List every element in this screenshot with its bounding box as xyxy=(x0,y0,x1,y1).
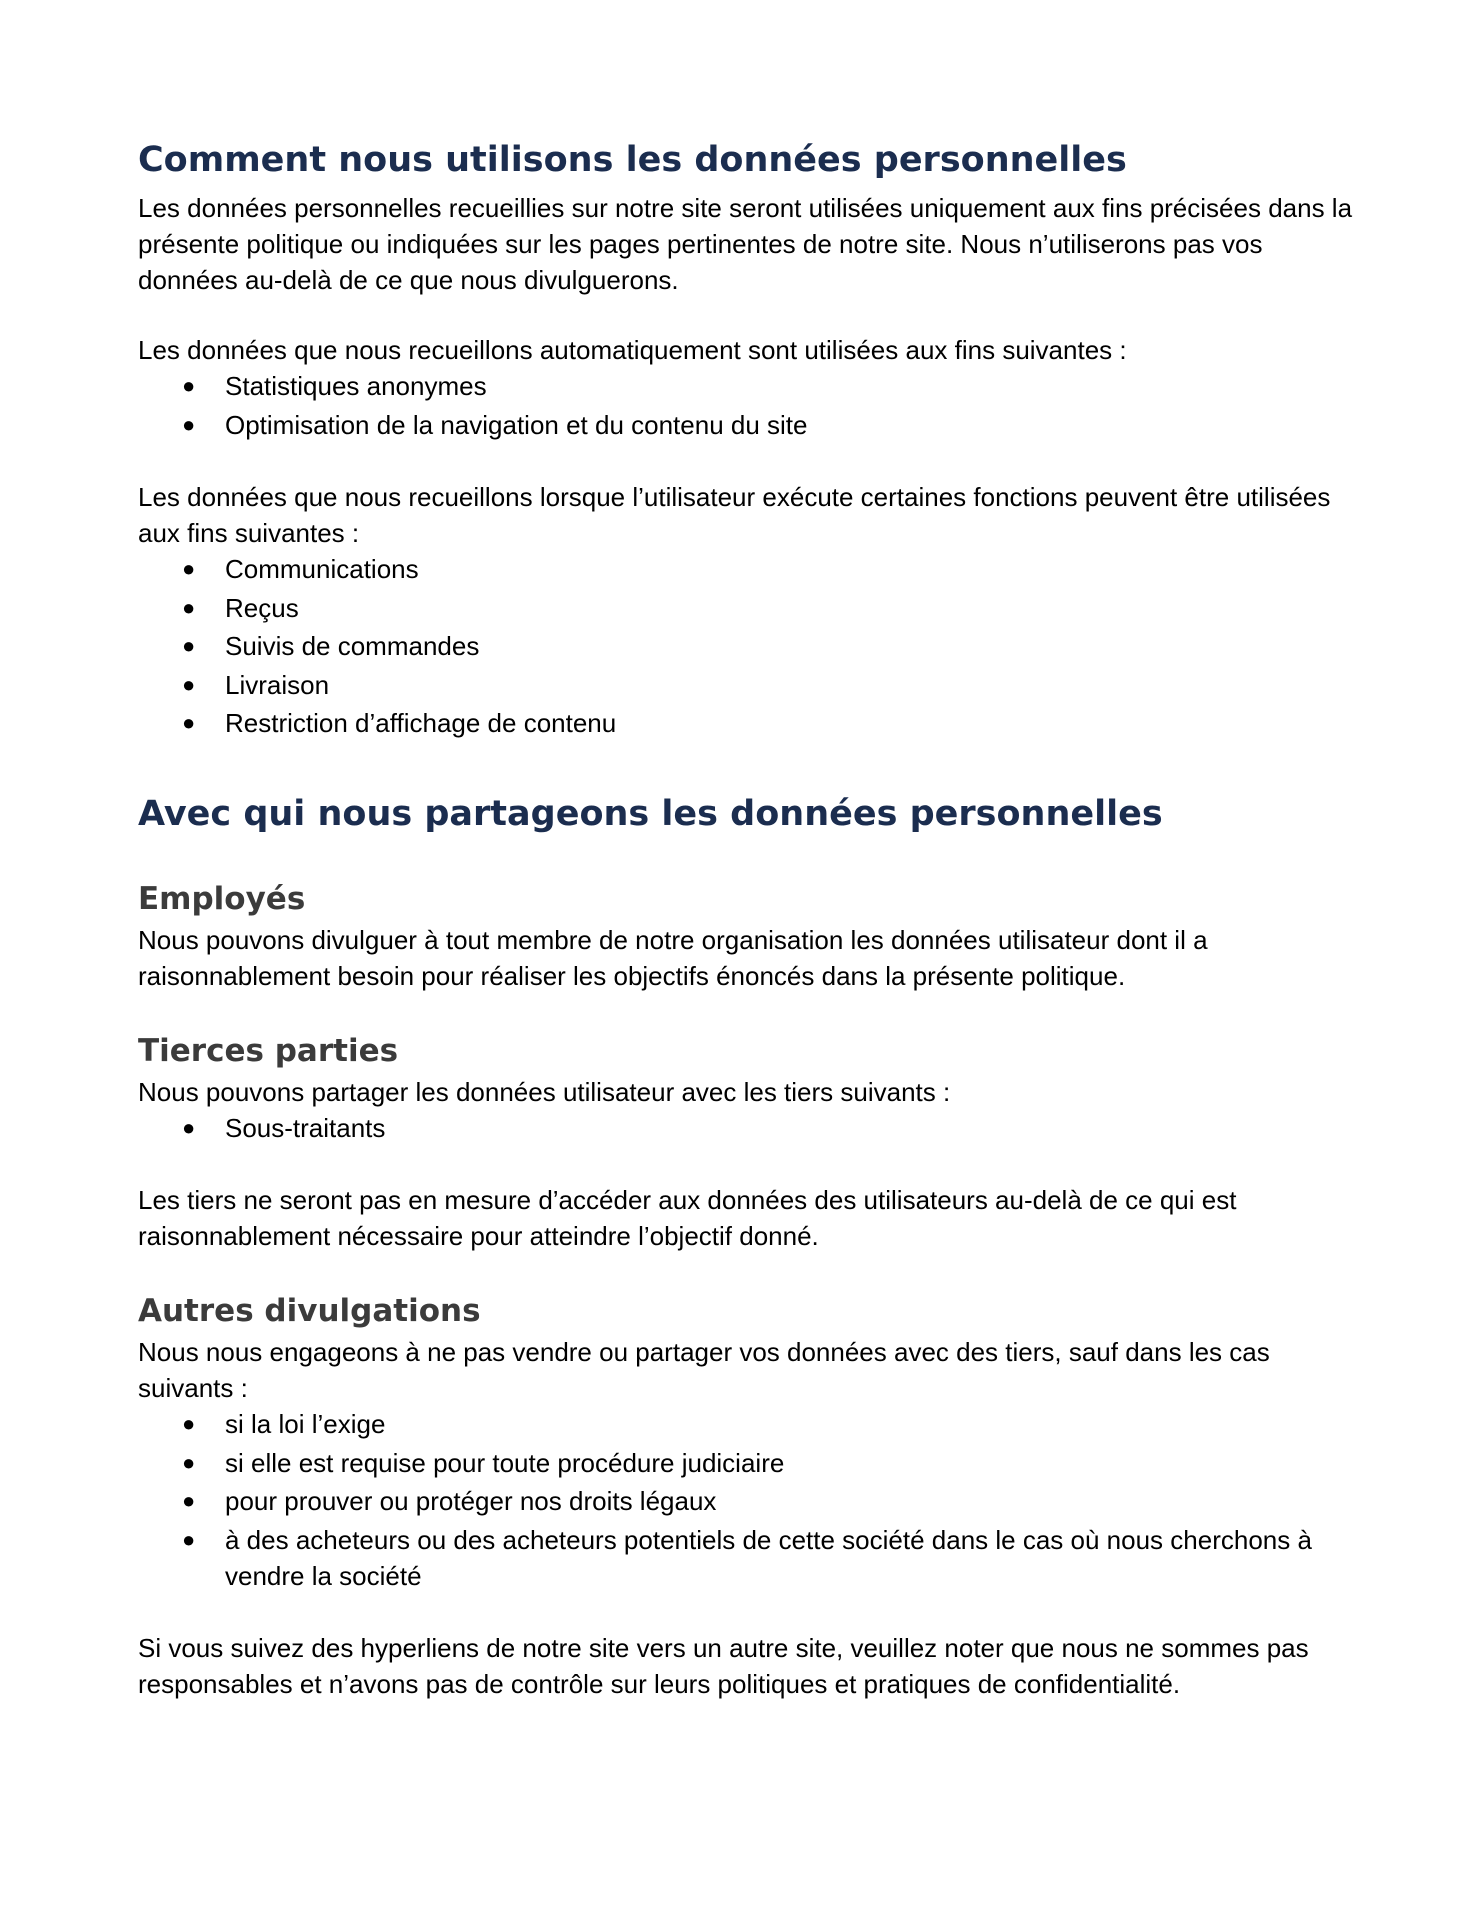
list-item: ● Restriction d’affichage de contenu xyxy=(138,705,1358,741)
bullet-list-third-parties xyxy=(138,1110,1358,1146)
bullet-icon: ● xyxy=(182,1411,196,1436)
bullet-icon: ● xyxy=(182,633,196,658)
bullet-icon: ● xyxy=(182,1449,196,1475)
bullet-icon: ● xyxy=(182,671,196,697)
paragraph: Si vous suivez des hyperliens de notre site vers un autre site, veuillez noter que nous ne sommes pas responsables et n’avons pas de contrôle sur leurs politiques et pratiques de confidentialité. xyxy=(138,1633,1309,1699)
section-heading-sharing: Avec qui nous partageons les données personnelles xyxy=(138,793,1163,834)
bullet-list-other-disclosures xyxy=(138,1406,1358,1594)
list-item: ● Sous-traitants xyxy=(138,1110,1358,1146)
subheading-other-disclosures: Autres divulgations xyxy=(138,1293,481,1329)
paragraph: Les données que nous recueillons automatiquement sont utilisées aux fins suivantes : xyxy=(138,335,1127,365)
list-item: ● à des acheteurs ou des acheteurs potentiels de cette société dans le cas où nous cherchons à vendre la société xyxy=(138,1522,1358,1594)
bullet-icon: ● xyxy=(182,710,196,735)
subheading-third-parties: Tierces parties xyxy=(138,1032,399,1069)
bullet-icon: ● xyxy=(182,594,196,620)
section-heading-usage: Comment nous utilisons les données personnelles xyxy=(138,140,1127,180)
list-item: ● Communications xyxy=(138,551,1358,587)
bullet-icon: ● xyxy=(182,373,196,398)
list-item: ● Statistiques anonymes xyxy=(138,368,1358,404)
paragraph: Les données personnelles recueillies sur notre site seront utilisées uniquement aux fins précisées dans la présente politique ou indiquées sur les pages pertinentes de notre site. Nous n’utiliserons pas vos données au-delà de ce que nous divulguerons. xyxy=(138,193,1353,295)
document-page xyxy=(138,130,1358,1702)
bullet-icon: ● xyxy=(182,1488,196,1513)
bullet-icon: ● xyxy=(182,1526,196,1552)
bullet-icon: ● xyxy=(182,1114,196,1140)
list-item: ● Livraison xyxy=(138,667,1358,703)
list-item: ● si elle est requise pour toute procédure judiciaire xyxy=(138,1445,1358,1481)
paragraph: Les tiers ne seront pas en mesure d’accéder aux données des utilisateurs au-delà de ce qui est raisonnablement nécessaire pour atteindre l’objectif donné. xyxy=(138,1185,1237,1251)
paragraph: Les données que nous recueillons lorsque l’utilisateur exécute certaines fonctions peuvent être utilisées aux fins suivantes : xyxy=(138,482,1331,548)
paragraph: Nous pouvons partager les données utilisateur avec les tiers suivants : xyxy=(138,1076,951,1107)
subheading-employees: Employés xyxy=(138,880,306,917)
list-item: ● pour prouver ou protéger nos droits légaux xyxy=(138,1483,1358,1519)
bullet-icon: ● xyxy=(182,556,196,581)
list-item: ● Suivis de commandes xyxy=(138,628,1358,664)
paragraph: Nous pouvons divulguer à tout membre de notre organisation les données utilisateur dont il a raisonnablement besoin pour réaliser les objectifs énoncés dans la présente politique. xyxy=(138,924,1208,991)
list-item: ● si la loi l’exige xyxy=(138,1406,1358,1442)
list-item: ● Reçus xyxy=(138,590,1358,626)
bullet-list-automatic-data xyxy=(138,368,1358,443)
bullet-list-function-data xyxy=(138,551,1358,741)
list-item: ● Optimisation de la navigation et du contenu du site xyxy=(138,407,1358,443)
paragraph: Nous nous engageons à ne pas vendre ou partager vos données avec des tiers, sauf dans les cas suivants : xyxy=(138,1337,1270,1403)
bullet-icon: ● xyxy=(182,411,196,437)
